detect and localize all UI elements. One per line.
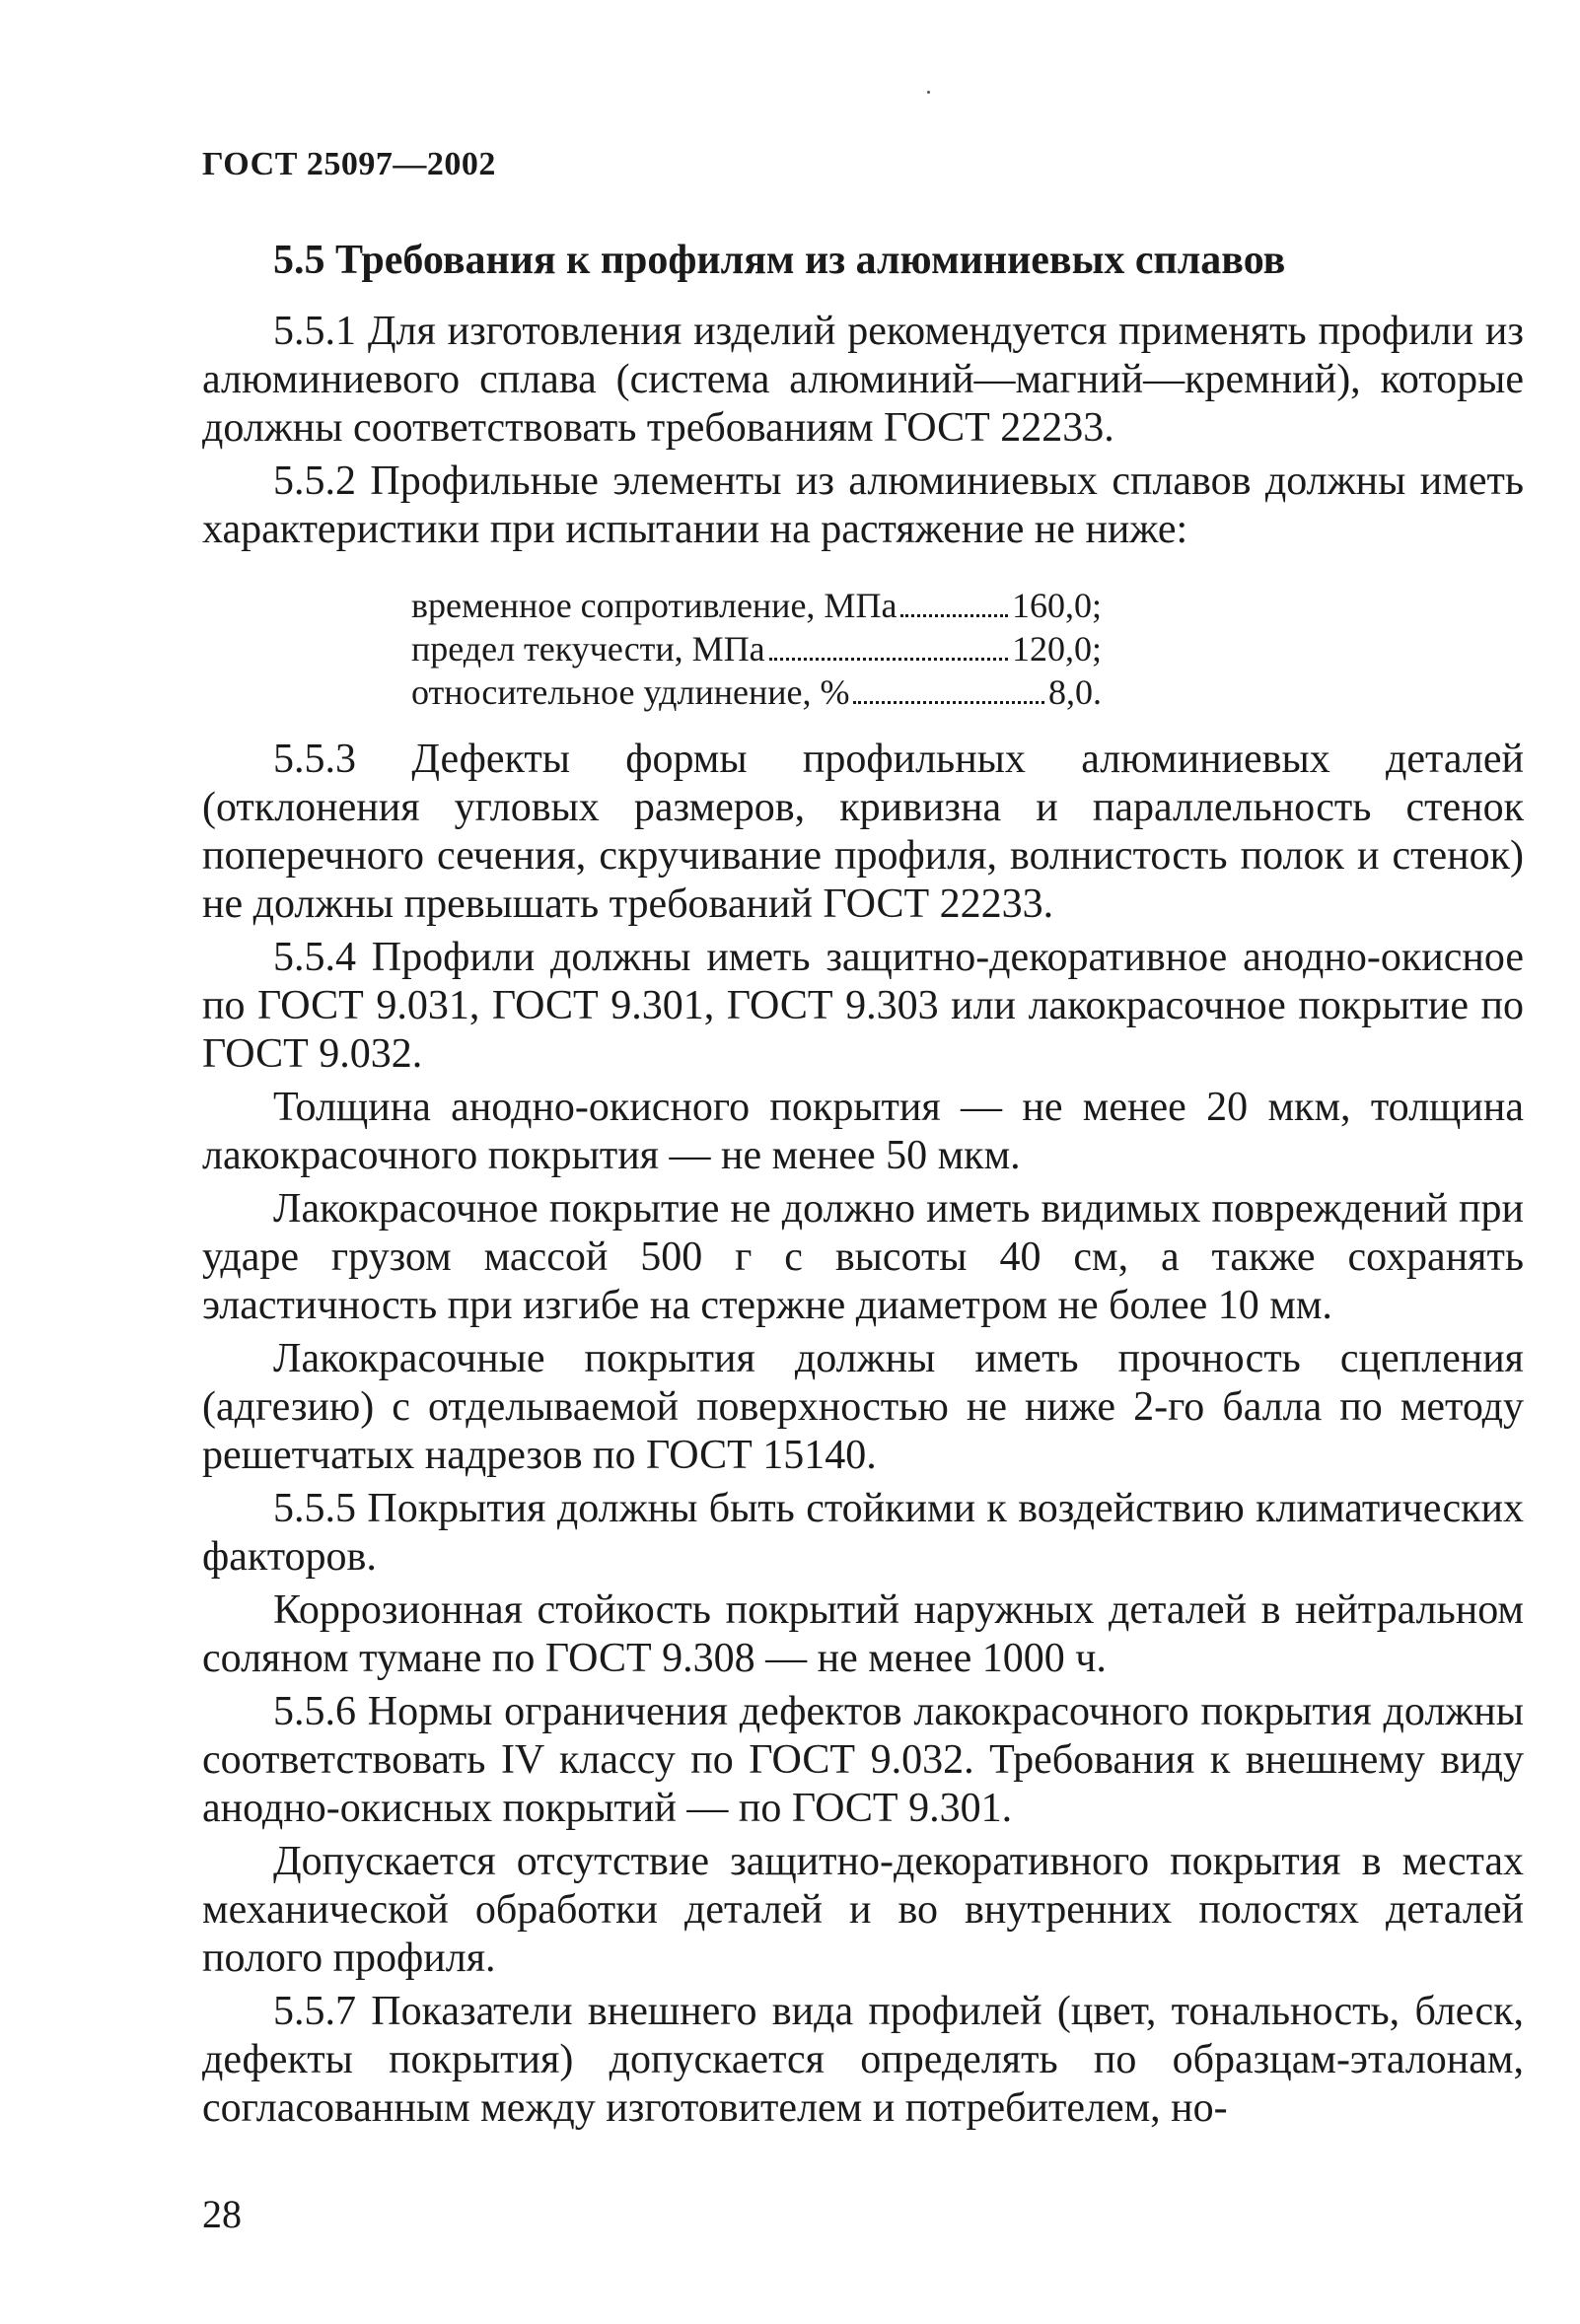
paragraph-5-5-3: 5.5.3 Дефекты формы профильных алюминиевых деталей (отклонения угловых размеров, кривизна и параллельность стенок поперечного сечения, скручивание профиля, волнистость полок и стенок) не должны превышать требований ГОСТ 22233. bbox=[202, 737, 1524, 927]
spec-value: 8,0. bbox=[1048, 672, 1102, 712]
spec-value: 120,0; bbox=[1011, 629, 1102, 669]
spec-value: 160,0; bbox=[1011, 586, 1102, 625]
spec-label: предел текучести, МПа bbox=[411, 629, 765, 669]
spec-row-elongation bbox=[411, 670, 1102, 714]
spec-row-tensile-strength bbox=[411, 584, 1102, 627]
spec-row-yield-strength bbox=[411, 627, 1102, 670]
paragraph-coating-thickness: Толщина анодно-окисного покрытия — не менее 20 мкм, толщина лакокрасочного покрытия — не менее 50 мкм. bbox=[202, 1085, 1524, 1178]
spec-label: временное сопротивление, МПа bbox=[411, 586, 898, 625]
paragraph-5-5-2: 5.5.2 Профильные элементы из алюминиевых сплавов должны иметь характеристики при испытании на растяжение не ниже: bbox=[202, 458, 1524, 552]
paragraph-5-5-6: 5.5.6 Нормы ограничения дефектов лакокрасочного покрытия должны соответствовать IV классу по ГОСТ 9.032. Требования к внешнему виду анодно-окисных покрытий — по ГОСТ 9.301. bbox=[202, 1689, 1524, 1831]
body-text bbox=[202, 308, 1524, 2138]
paragraph-5-5-4: 5.5.4 Профили должны иметь защитно-декоративное анодно-окисное по ГОСТ 9.031, ГОСТ 9.301, ГОСТ 9.303 или лакокрасочное покрытие по ГОСТ 9.032. bbox=[202, 935, 1524, 1077]
leader-dots bbox=[769, 658, 1008, 661]
paragraph-5-5-7: 5.5.7 Показатели внешнего вида профилей (цвет, тональность, блеск, дефекты покрытия) допускается определять по образцам-эталонам, согласованным между изготовителем и потребителем, но- bbox=[202, 1989, 1524, 2131]
section-heading: 5.5 Требования к профилям из алюминиевых сплавов bbox=[273, 238, 1286, 283]
scan-speck bbox=[927, 91, 930, 94]
spec-label: относительное удлинение, % bbox=[411, 672, 850, 712]
paragraph-adhesion: Лакокрасочные покрытия должны иметь прочность сцепления (адгезию) с отделываемой поверхностью не ниже 2-го балла по методу решетчатых надрезов по ГОСТ 15140. bbox=[202, 1336, 1524, 1478]
paragraph-uncoated-areas: Допускается отсутствие защитно-декоративного покрытия в местах механической обработки деталей и во внутренних полостях деталей полого профиля. bbox=[202, 1839, 1524, 1981]
paragraph-5-5-1: 5.5.1 Для изготовления изделий рекомендуется применять профили из алюминиевого сплава (система алюминий—магний—кремний), которые должны соответствовать требованиям ГОСТ 22233. bbox=[202, 309, 1524, 451]
paragraph-5-5-5: 5.5.5 Покрытия должны быть стойкими к воздействию климатических факторов. bbox=[202, 1486, 1524, 1580]
paragraph-corrosion-resistance: Коррозионная стойкость покрытий наружных деталей в нейтральном соляном тумане по ГОСТ 9.308 — не менее 1000 ч. bbox=[202, 1587, 1524, 1681]
leader-dots bbox=[853, 701, 1044, 704]
leader-dots bbox=[900, 614, 1008, 617]
document-header: ГОСТ 25097—2002 bbox=[202, 146, 496, 182]
paragraph-impact-resistance: Лакокрасочное покрытие не должно иметь видимых повреждений при ударе грузом массой 500 г с высоты 40 см, а также сохранять эластичность при изгибе на стержне диаметром не более 10 мм. bbox=[202, 1186, 1524, 1328]
page-number: 28 bbox=[202, 2192, 242, 2236]
spec-list bbox=[411, 584, 1102, 714]
